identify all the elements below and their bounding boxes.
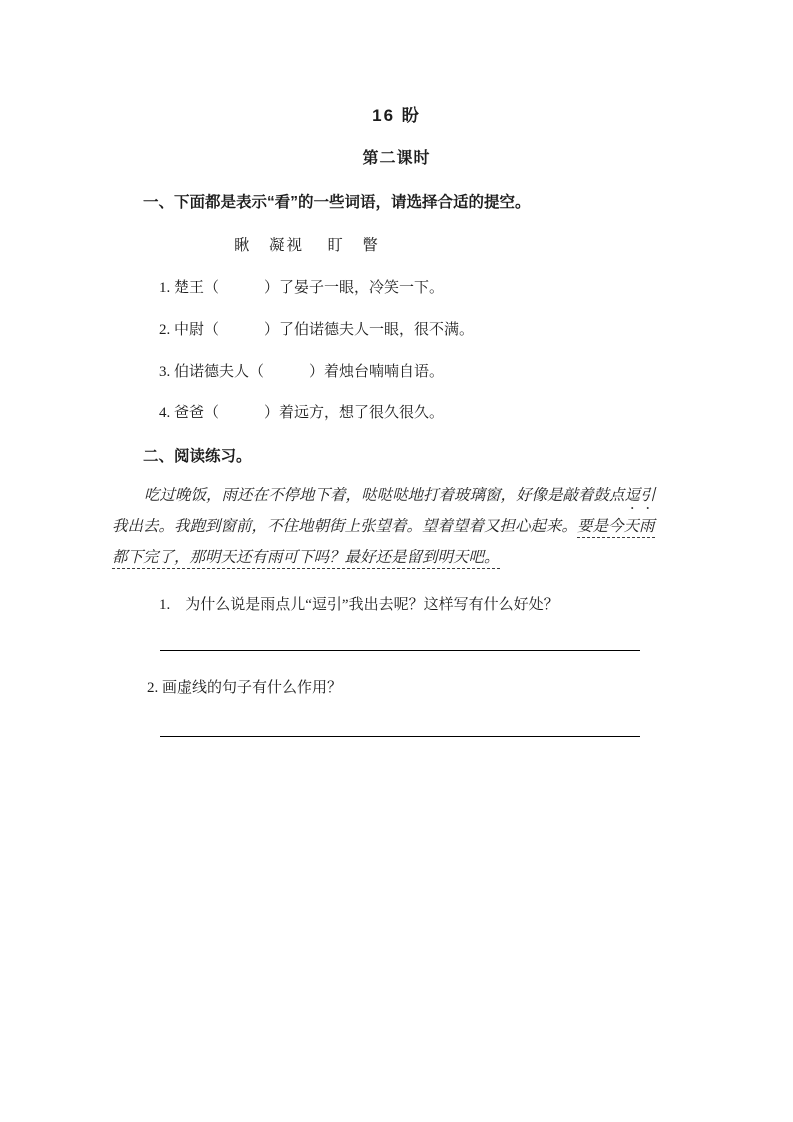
passage-line-3: [112, 547, 687, 578]
dashed-underlined-sentence: 要是今天雨: [577, 518, 655, 538]
question-2: 2. 画虚线的句子有什么作用？: [147, 680, 343, 696]
section-one-heading: 一、下面都是表示“看”的一些词语，请选择合适的提空。: [143, 194, 531, 211]
section-two-heading: 二、阅读练习。: [143, 448, 252, 465]
dashed-underlined-sentence: 都下完了，那明天还有雨可下吗？最好还是留到明天吧。: [112, 549, 500, 569]
answer-line-1: [160, 650, 640, 651]
answer-line-2: [160, 736, 640, 737]
lesson-title: 16 盼: [372, 106, 421, 125]
passage-text: 吃过晚饭，雨还在不停地下着，哒哒哒地打着玻璃窗，好像是敲着鼓点: [144, 487, 625, 504]
reading-passage: [112, 485, 687, 578]
fill-blank-item-2: 2. 中尉（ ）了伯诺德夫人一眼，很不满。: [159, 322, 475, 338]
word-bank: 瞅 凝视 盯 瞥: [234, 237, 380, 254]
fill-blank-item-4: 4. 爸爸（ ）着远方，想了很久很久。: [159, 405, 445, 421]
lesson-subtitle: 第二课时: [362, 150, 431, 167]
fill-blank-item-1: 1. 楚王（ ）了晏子一眼，冷笑一下。: [159, 280, 445, 296]
question-1: 1. 为什么说是雨点儿“逗引”我出去呢？这样写有什么好处？: [159, 597, 559, 613]
passage-line-1: [112, 485, 687, 516]
emphasis-dotted-words: 逗引: [624, 487, 656, 504]
passage-line-2: [112, 516, 687, 547]
passage-text: 我出去。我跑到窗前，不住地朝街上张望着。望着望着又担心起来。: [112, 518, 578, 535]
fill-blank-item-3: 3. 伯诺德夫人（ ）着烛台喃喃自语。: [159, 364, 445, 380]
